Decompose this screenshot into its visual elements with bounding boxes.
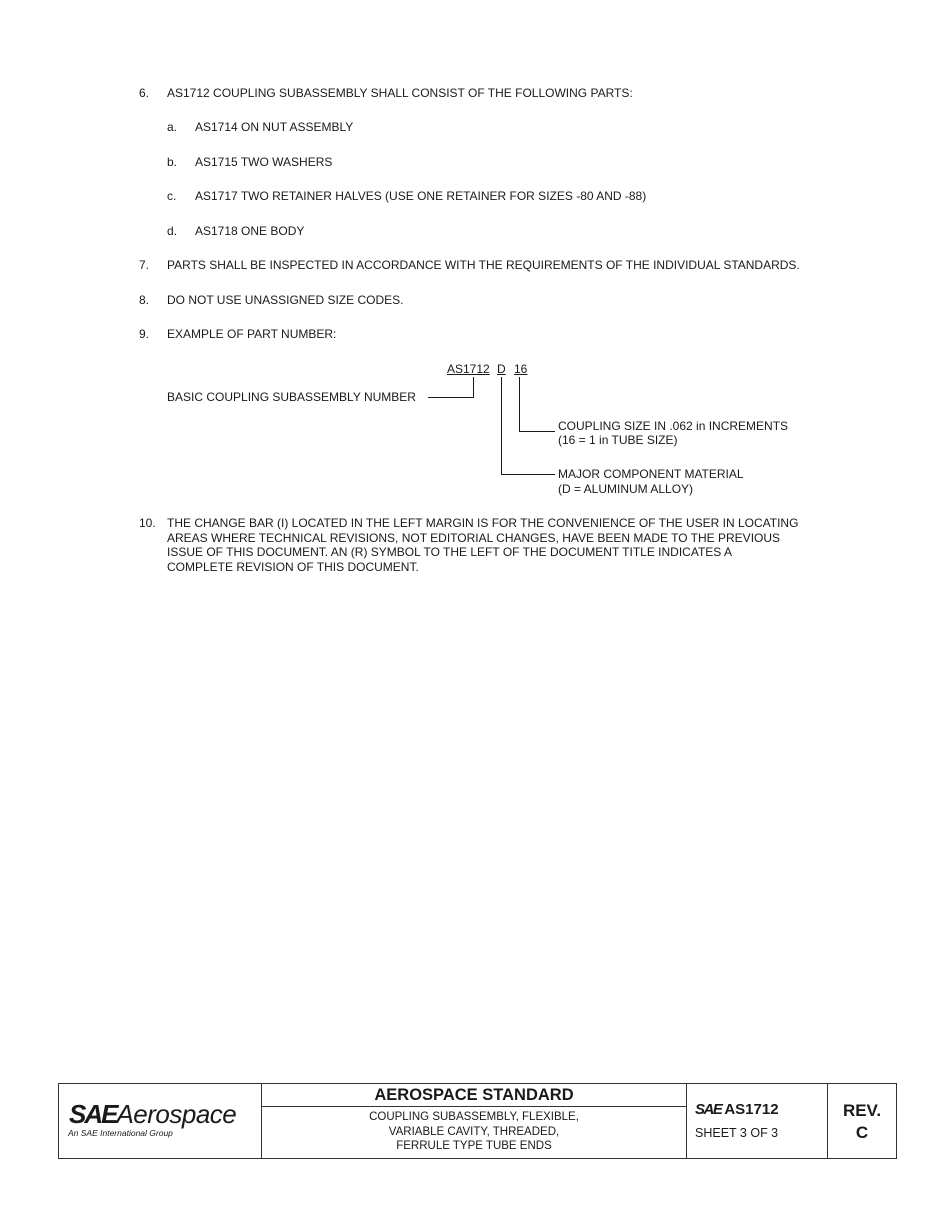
sae-aerospace-logo: SAEAerospace bbox=[69, 1099, 237, 1129]
document-number: SAE AS1712 bbox=[695, 1101, 779, 1118]
subitem-a-text: AS1714 ON NUT ASSEMBLY bbox=[195, 120, 354, 134]
part-number-size-code: 16 bbox=[514, 362, 528, 376]
sae-mark: SAE bbox=[695, 1101, 722, 1118]
subitem-c-letter: c. bbox=[167, 189, 177, 203]
logo-cell bbox=[59, 1084, 262, 1158]
size-leader-horizontal bbox=[519, 431, 555, 432]
item-10-number: 10. bbox=[139, 516, 156, 530]
logo-subtitle: An SAE International Group bbox=[68, 1128, 173, 1138]
subitem-a-letter: a. bbox=[167, 120, 178, 134]
item-8-number: 8. bbox=[139, 293, 150, 307]
material-label-line-1: MAJOR COMPONENT MATERIAL bbox=[558, 467, 744, 481]
material-leader-vertical bbox=[501, 377, 502, 475]
revision-cell bbox=[828, 1084, 896, 1158]
subitem-d-text: AS1718 ONE BODY bbox=[195, 224, 305, 238]
basic-number-label: BASIC COUPLING SUBASSEMBLY NUMBER bbox=[167, 390, 416, 404]
item-6-text: AS1712 COUPLING SUBASSEMBLY SHALL CONSIST OF THE FOLLOWING PARTS: bbox=[167, 86, 633, 100]
basic-leader-vertical bbox=[473, 377, 474, 398]
subitem-d-letter: d. bbox=[167, 224, 178, 238]
item-8-text: DO NOT USE UNASSIGNED SIZE CODES. bbox=[167, 293, 404, 307]
item-10-line: THE CHANGE BAR (I) LOCATED IN THE LEFT MARGIN IS FOR THE CONVENIENCE OF THE USER IN LOCATING bbox=[167, 516, 799, 530]
basic-leader-horizontal bbox=[428, 397, 474, 398]
document-description bbox=[262, 1110, 686, 1154]
subitem-b-letter: b. bbox=[167, 155, 178, 169]
document-number-cell bbox=[687, 1084, 828, 1158]
sheet-number: SHEET 3 OF 3 bbox=[695, 1126, 779, 1140]
item-9-text: EXAMPLE OF PART NUMBER: bbox=[167, 327, 337, 341]
subitem-c-text: AS1717 TWO RETAINER HALVES (USE ONE RETAINER FOR SIZES -80 AND -88) bbox=[195, 189, 647, 203]
item-7-text: PARTS SHALL BE INSPECTED IN ACCORDANCE WITH THE REQUIREMENTS OF THE INDIVIDUAL STANDARDS. bbox=[167, 258, 800, 272]
revision-label: REV. bbox=[842, 1101, 882, 1120]
revision bbox=[828, 1100, 896, 1144]
size-label-line-1: COUPLING SIZE IN .062 in INCREMENTS bbox=[558, 419, 789, 433]
size-label-line-2: (16 = 1 in TUBE SIZE) bbox=[558, 433, 678, 447]
part-number-material-code: D bbox=[497, 362, 506, 376]
item-10-line: ISSUE OF THIS DOCUMENT. AN (R) SYMBOL TO THE LEFT OF THE DOCUMENT TITLE INDICATES A bbox=[167, 545, 732, 559]
subitem-b-text: AS1715 TWO WASHERS bbox=[195, 155, 333, 169]
item-10-line: AREAS WHERE TECHNICAL REVISIONS, NOT EDITORIAL CHANGES, HAVE BEEN MADE TO THE PREVIOUS bbox=[167, 530, 781, 545]
description-line: VARIABLE CAVITY, THREADED, bbox=[388, 1125, 560, 1138]
item-7-number: 7. bbox=[139, 258, 150, 272]
material-label-line-2: (D = ALUMINUM ALLOY) bbox=[558, 482, 694, 496]
standard-heading: AEROSPACE STANDARD bbox=[262, 1084, 686, 1107]
material-leader-horizontal bbox=[501, 474, 555, 475]
item-10-line: COMPLETE REVISION OF THIS DOCUMENT. bbox=[167, 559, 419, 574]
title-cell bbox=[262, 1084, 687, 1158]
description-line: FERRULE TYPE TUBE ENDS bbox=[396, 1140, 552, 1152]
item-9-number: 9. bbox=[139, 327, 150, 341]
size-leader-vertical bbox=[519, 377, 520, 432]
item-10-paragraph bbox=[167, 516, 847, 574]
title-block bbox=[58, 1083, 897, 1159]
description-line: COUPLING SUBASSEMBLY, FLEXIBLE, bbox=[369, 1111, 579, 1123]
revision-value: C bbox=[855, 1123, 869, 1142]
item-6-number: 6. bbox=[139, 86, 150, 100]
part-number-basic: AS1712 bbox=[447, 362, 490, 376]
